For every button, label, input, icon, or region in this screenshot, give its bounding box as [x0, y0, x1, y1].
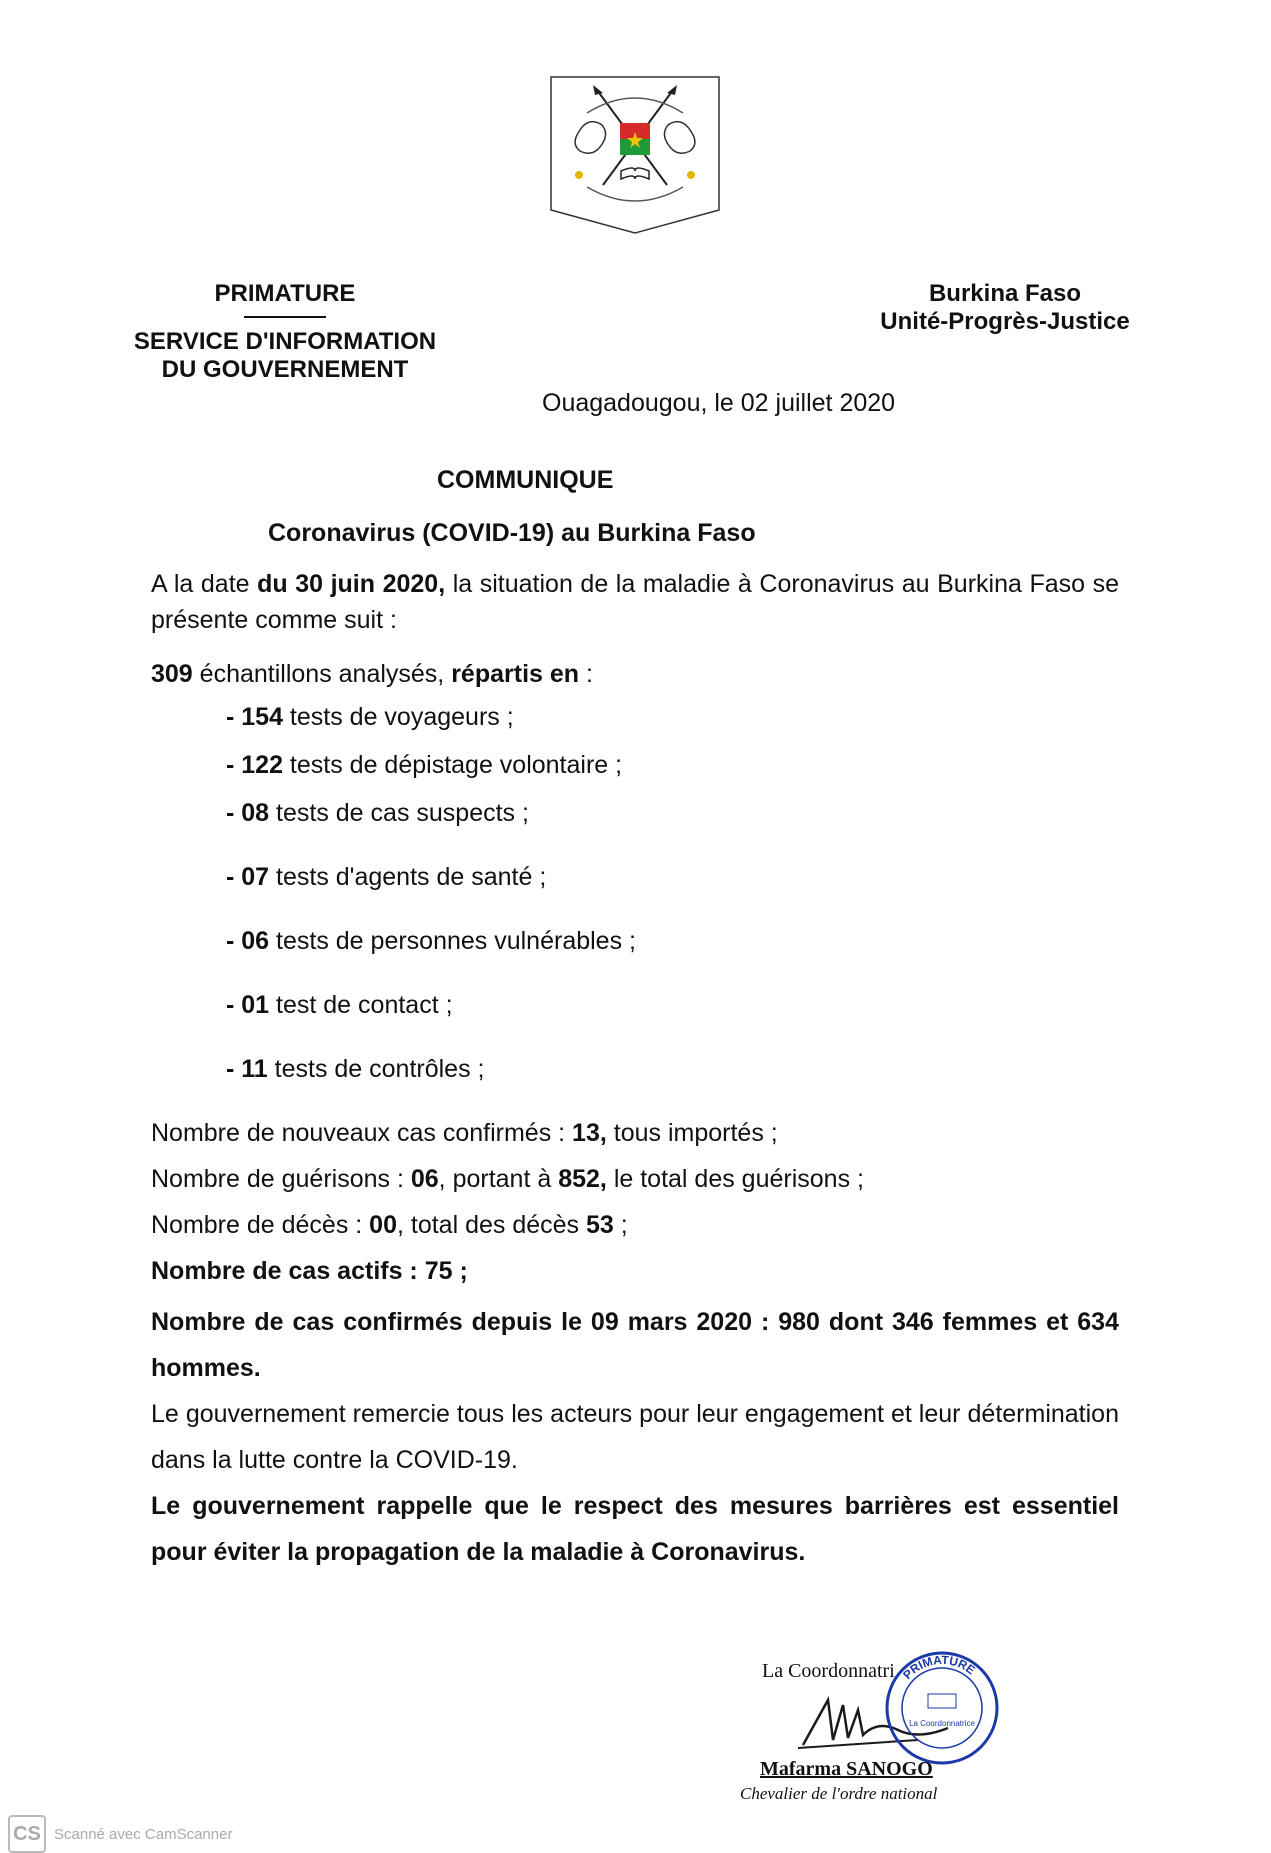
country-motto: Unité-Progrès-Justice — [880, 308, 1130, 335]
intro-text-c: la situation de la maladie à Coronavirus au Burkina Faso se présente comme suit : — [151, 570, 1119, 634]
coat-of-arms-emblem — [547, 75, 723, 235]
deaths-line: Nombre de décès : 00, total des décès 53 ; — [151, 1211, 628, 1239]
signatory-role: La Coordonnatri — [762, 1660, 895, 1682]
test-item: - 07 tests d'agents de santé ; — [226, 863, 547, 891]
test-item: - 154 tests de voyageurs ; — [226, 703, 514, 731]
stamp-top-text: PRIMATURE — [900, 1652, 978, 1682]
signatory-name: Mafarma SANOGO — [760, 1758, 933, 1780]
service-heading-line1: SERVICE D'INFORMATION — [133, 328, 437, 355]
camscanner-text: Scanné avec CamScanner — [54, 1825, 233, 1843]
samples-count: 309 — [151, 660, 193, 688]
samples-bold: répartis en — [451, 660, 580, 688]
camscanner-logo: CS — [8, 1815, 46, 1853]
intro-date: du 30 juin 2020, — [257, 570, 446, 598]
document-subtitle: Coronavirus (COVID-19) au Burkina Faso — [268, 519, 756, 547]
recoveries-line: Nombre de guérisons : 06, portant à 852, le total des guérisons ; — [151, 1165, 864, 1193]
active-cases-line: Nombre de cas actifs : 75 ; — [151, 1257, 468, 1285]
reminder-paragraph: Le gouvernement rappelle que le respect des mesures barrières est essentiel pour éviter la propagation de la maladie à Coronavirus. — [151, 1492, 1119, 1566]
confirmed-cases-line: Nombre de cas confirmés depuis le 09 mars 2020 : 980 dont 346 femmes et 634 hommes. — [151, 1308, 1119, 1382]
header-left — [130, 280, 440, 384]
stamp-inner-text: La Coordonnatrice — [909, 1719, 975, 1728]
official-stamp — [884, 1650, 1000, 1766]
signatory-honor: Chevalier de l'ordre national — [740, 1784, 938, 1803]
service-heading-line2: DU GOUVERNEMENT — [161, 356, 409, 383]
test-item: - 11 tests de contrôles ; — [226, 1055, 485, 1083]
test-item: - 06 tests de personnes vulnérables ; — [226, 927, 636, 955]
test-item: - 01 test de contact ; — [226, 991, 453, 1019]
test-item: - 122 tests de dépistage volontaire ; — [226, 751, 623, 779]
intro-text-a: A la date — [151, 570, 258, 598]
header-divider — [244, 316, 326, 318]
country-name: Burkina Faso — [928, 280, 1082, 307]
date-line: Ouagadougou, le 02 juillet 2020 — [542, 389, 896, 417]
new-cases-line: Nombre de nouveaux cas confirmés : 13, tous importés ; — [151, 1119, 778, 1147]
camscanner-watermark — [8, 1815, 232, 1853]
samples-line — [151, 656, 1119, 692]
test-item: - 08 tests de cas suspects ; — [226, 799, 529, 827]
samples-tail: : — [579, 660, 593, 688]
document-title: COMMUNIQUE — [437, 466, 614, 494]
intro-paragraph — [151, 566, 1119, 638]
primature-heading: PRIMATURE — [214, 280, 356, 307]
header-right — [850, 280, 1160, 336]
samples-text: échantillons analysés, — [192, 660, 452, 688]
thanks-paragraph: Le gouvernement remercie tous les acteurs pour leur engagement et leur détermination dans la lutte contre la COVID-19. — [151, 1400, 1119, 1474]
